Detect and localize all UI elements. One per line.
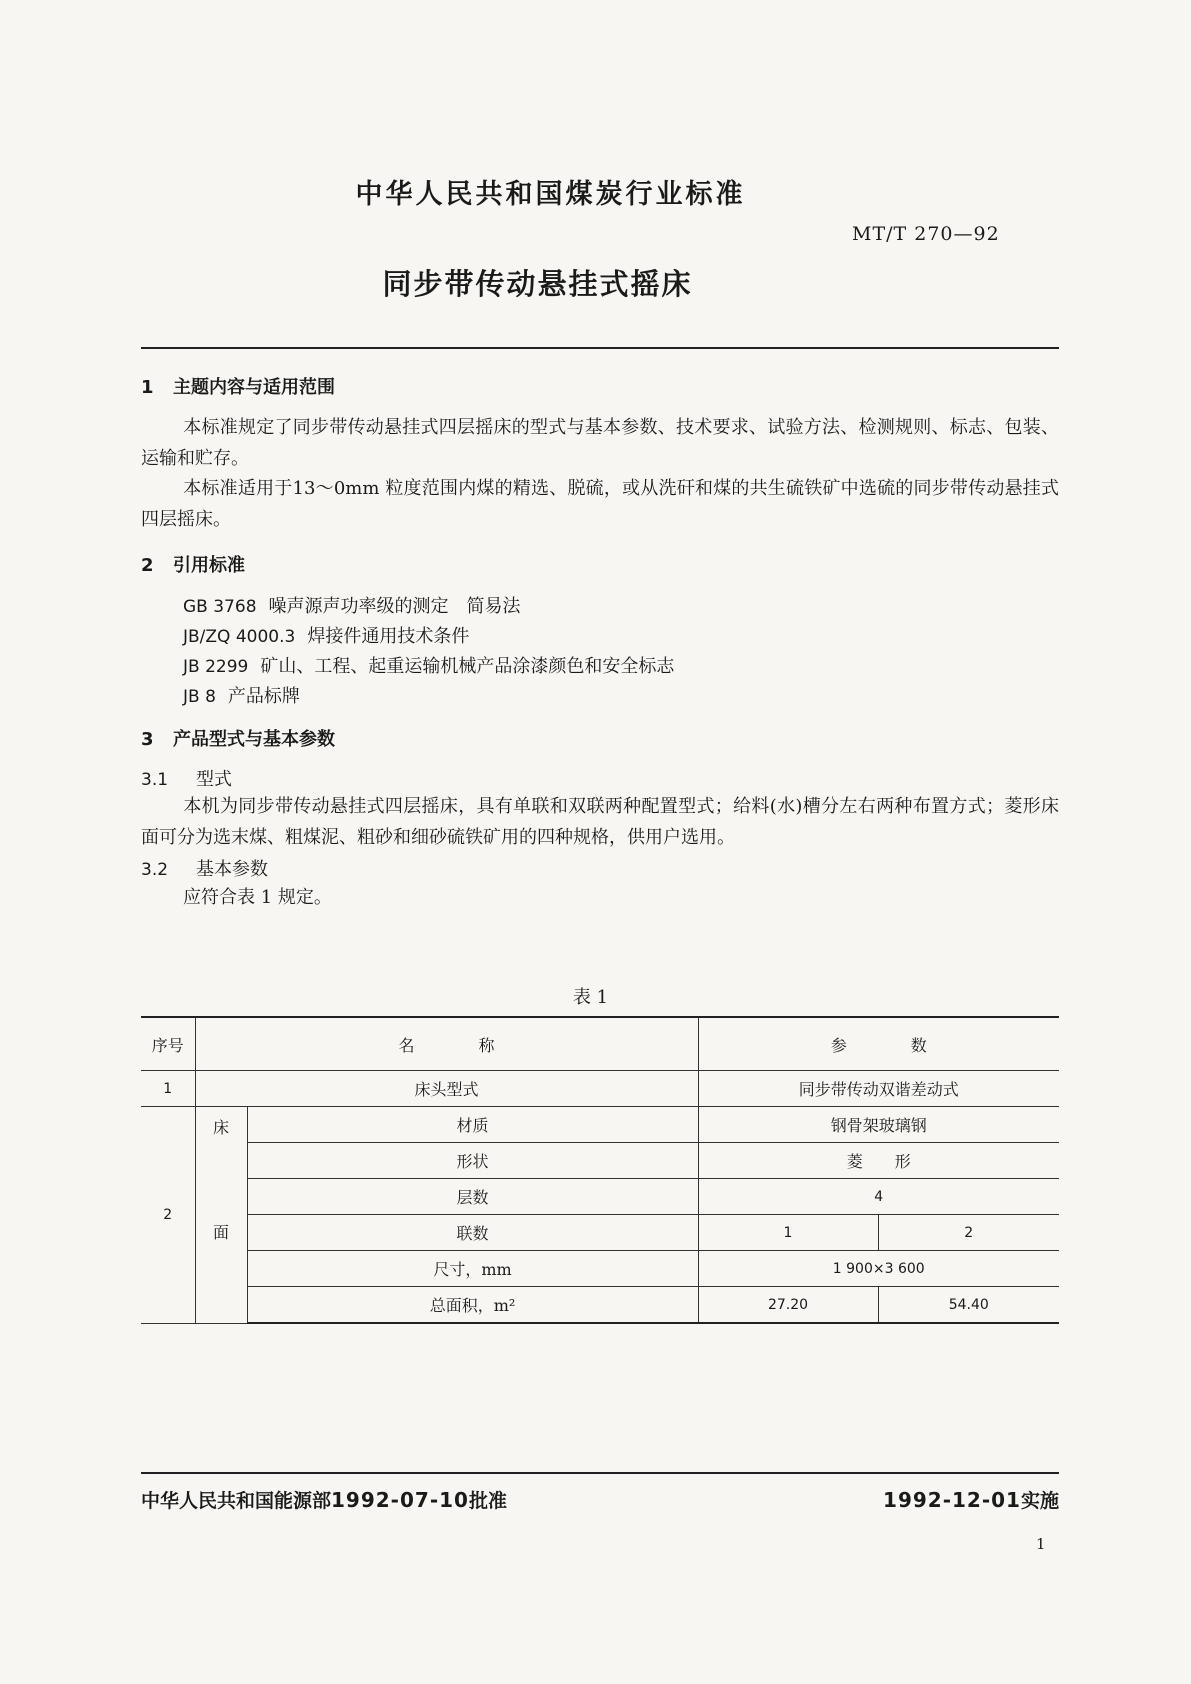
standard-code: MT/T 270—92 — [852, 223, 1000, 245]
subsection-number: 3.2 — [141, 860, 169, 880]
document-title: 同步带传动悬挂式摇床 — [382, 267, 693, 301]
cell-name: 材质 — [247, 1107, 698, 1143]
paragraph-text: 应符合表 1 规定。 — [183, 887, 332, 908]
cell-value: 菱 形 — [698, 1143, 1059, 1179]
subsection-3-1-paragraph — [141, 791, 1059, 853]
reference-title: 噪声源声功率级的测定 简易法 — [268, 596, 521, 617]
reference-code: GB 3768 — [183, 597, 257, 617]
cell-seq: 1 — [141, 1071, 195, 1107]
effective-suffix: 实施 — [1020, 1490, 1059, 1512]
reference-item — [183, 682, 300, 708]
paragraph-text: 本标准适用于13～0mm 粒度范围内煤的精选、脱硫，或从洗矸和煤的共生硫铁矿中选硫的同步带传动悬挂式四层摇床。 — [141, 478, 1059, 530]
approval-org: 中华人民共和国能源部 — [141, 1490, 332, 1512]
approval-statement — [141, 1486, 507, 1513]
header-name: 名 称 — [195, 1017, 698, 1071]
subsection-title: 型式 — [196, 769, 232, 790]
paragraph-text: 本机为同步带传动悬挂式四层摇床，具有单联和双联两种配置型式；给料(水)槽分左右两种布置方式；菱形床面可分为选末煤、粗煤泥、粗砂和细砂硫铁矿用的四种规格，供用户选用。 — [141, 796, 1059, 848]
cell-value: 4 — [698, 1179, 1059, 1215]
header-param: 参 数 — [698, 1017, 1059, 1071]
cell-value: 1 — [698, 1215, 878, 1251]
footer-rule — [141, 1472, 1059, 1474]
table-header-row — [141, 1017, 1059, 1071]
parameters-table — [141, 1016, 1059, 1324]
cell-value: 54.40 — [878, 1287, 1059, 1324]
table-row — [141, 1107, 1059, 1143]
section-number: 1 — [141, 377, 154, 398]
table-row — [141, 1287, 1059, 1324]
effective-statement — [883, 1486, 1059, 1513]
cell-name: 尺寸，mm — [247, 1251, 698, 1287]
section-2-heading — [141, 551, 245, 577]
reference-item — [183, 652, 674, 678]
section-title: 主题内容与适用范围 — [173, 377, 335, 398]
page-number: 1 — [1036, 1535, 1046, 1553]
reference-item — [183, 622, 469, 648]
reference-title: 矿山、工程、起重运输机械产品涂漆颜色和安全标志 — [260, 656, 675, 677]
table-row — [141, 1143, 1059, 1179]
header-rule — [141, 347, 1059, 349]
table-caption: 表 1 — [572, 987, 609, 1008]
cell-value: 同步带传动双谐差动式 — [698, 1071, 1059, 1107]
section-title: 引用标准 — [173, 555, 245, 576]
cell-seq: 2 — [141, 1107, 195, 1324]
section-1-paragraph-1 — [141, 412, 1059, 474]
effective-date: 1992-12-01 — [883, 1488, 1021, 1512]
reference-code: JB 8 — [183, 687, 216, 707]
reference-title: 产品标牌 — [227, 686, 300, 707]
section-number: 2 — [141, 555, 154, 576]
cell-value: 1 900×3 600 — [698, 1251, 1059, 1287]
subsection-3-1-heading — [141, 765, 232, 791]
cell-name: 层数 — [247, 1179, 698, 1215]
cell-value: 2 — [878, 1215, 1059, 1251]
header-seq: 序号 — [141, 1017, 195, 1071]
reference-title: 焊接件通用技术条件 — [307, 626, 470, 647]
approval-suffix: 批准 — [468, 1490, 507, 1512]
section-1-heading — [141, 373, 335, 399]
table-row — [141, 1179, 1059, 1215]
group-label-top: 床 — [212, 1118, 229, 1137]
reference-item — [183, 592, 521, 618]
section-number: 3 — [141, 729, 154, 750]
section-1-paragraph-2 — [141, 473, 1059, 535]
cell-name: 形状 — [247, 1143, 698, 1179]
org-title: 中华人民共和国煤炭行业标准 — [355, 179, 746, 210]
reference-code: JB/ZQ 4000.3 — [183, 627, 296, 647]
cell-value: 钢骨架玻璃钢 — [698, 1107, 1059, 1143]
group-label-bottom: 面 — [212, 1223, 229, 1242]
subsection-number: 3.1 — [141, 770, 169, 790]
cell-name: 联数 — [247, 1215, 698, 1251]
section-3-heading — [141, 725, 335, 751]
paragraph-text: 本标准规定了同步带传动悬挂式四层摇床的型式与基本参数、技术要求、试验方法、检测规则、标志、包装、运输和贮存。 — [141, 417, 1059, 469]
approval-date: 1992-07-10 — [331, 1488, 469, 1512]
subsection-3-2-heading — [141, 855, 268, 881]
table-row — [141, 1071, 1059, 1107]
cell-name: 总面积，m² — [247, 1287, 698, 1324]
cell-name: 床头型式 — [195, 1071, 698, 1107]
cell-group-bed-surface — [195, 1107, 247, 1324]
subsection-title: 基本参数 — [196, 859, 268, 880]
reference-code: JB 2299 — [183, 657, 249, 677]
table-row — [141, 1251, 1059, 1287]
table-row — [141, 1215, 1059, 1251]
section-title: 产品型式与基本参数 — [173, 729, 335, 750]
cell-value: 27.20 — [698, 1287, 878, 1324]
subsection-3-2-paragraph — [141, 882, 1059, 913]
